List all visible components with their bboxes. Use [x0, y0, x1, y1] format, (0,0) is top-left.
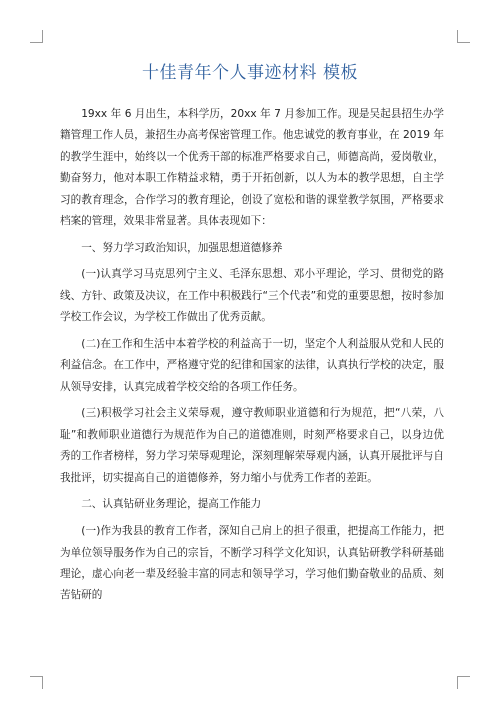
paragraph-1-3: (三)积极学习社会主义荣辱观，遵守教师职业道德和行为规范，把“八荣，八耻”和教师职业道德行为规范作为自己的道德准则，时刻严格要求自己，以身边优秀的工作者榜样，努力学习荣辱观理论，深刻理解荣辱观内涵，认真开展批评与自我批评，切实提高自己的道德修养，努力缩小与优秀工作者的差距。 [60, 407, 444, 484]
heading-section-1: 一、努力学习政治知识，加强思想道德修养 [81, 241, 283, 254]
paragraph-2-1: (一)作为我县的教育工作者，深知自己肩上的担子很重，把提高工作能力，把为单位领导服务作为自己的宗旨，不断学习科学文化知识，认真钻研教学科研基础理论，虚心向老一辈及经验丰富的同志和领导学习，学习他们勤奋敬业的品质、刻苦钻研的 [60, 525, 444, 602]
paragraph-1-2: (二)在工作和生活中本着学校的利益高于一切，坚定个人利益服从党和人民的利益信念。在工作中，严格遵守党的纪律和国家的法律，认真执行学校的决定，服从领导安排，认真完成着学校交给的各项工作任务。 [60, 337, 444, 393]
crop-mark-top-right [457, 30, 470, 43]
heading-section-2: 二、认真钻研业务理论，提高工作能力 [81, 498, 262, 511]
paragraph-intro: 19xx 年 6 月出生，本科学历，20xx 年 7 月参加工作。现是吴起县招生办学籍管理工作人员，兼招生办高考保密管理工作。他忠诚党的教育事业，在 2019 年的教学生涯中，始终以一个优秀干部的标准严格要求自己，师德高尚，爱岗敬业，勤奋努力，他对本职工作精益求精，勇于开拓创新，以人为本的教学思想，自主学习的教育理念，合作学习的教育理论，创设了宽松和谐的课堂教学氛围，严格要求档案的管理，效果非常显著。具体表现如下： [60, 108, 444, 228]
paragraph-1-1: (一)认真学习马克思列宁主义、毛泽东思想、邓小平理论，学习、贯彻党的路线、方针、政策及决议，在工作中积极践行“三个代表”和党的重要思想，按时参加学校工作会议，为学校工作做出了优秀贡献。 [60, 268, 444, 324]
document-title: 十佳青年个人事迹材料 模板 [142, 63, 358, 83]
crop-mark-top-left [30, 30, 43, 43]
document-body [60, 104, 444, 612]
crop-mark-bottom-right [457, 676, 470, 689]
crop-mark-bottom-left [30, 676, 43, 689]
